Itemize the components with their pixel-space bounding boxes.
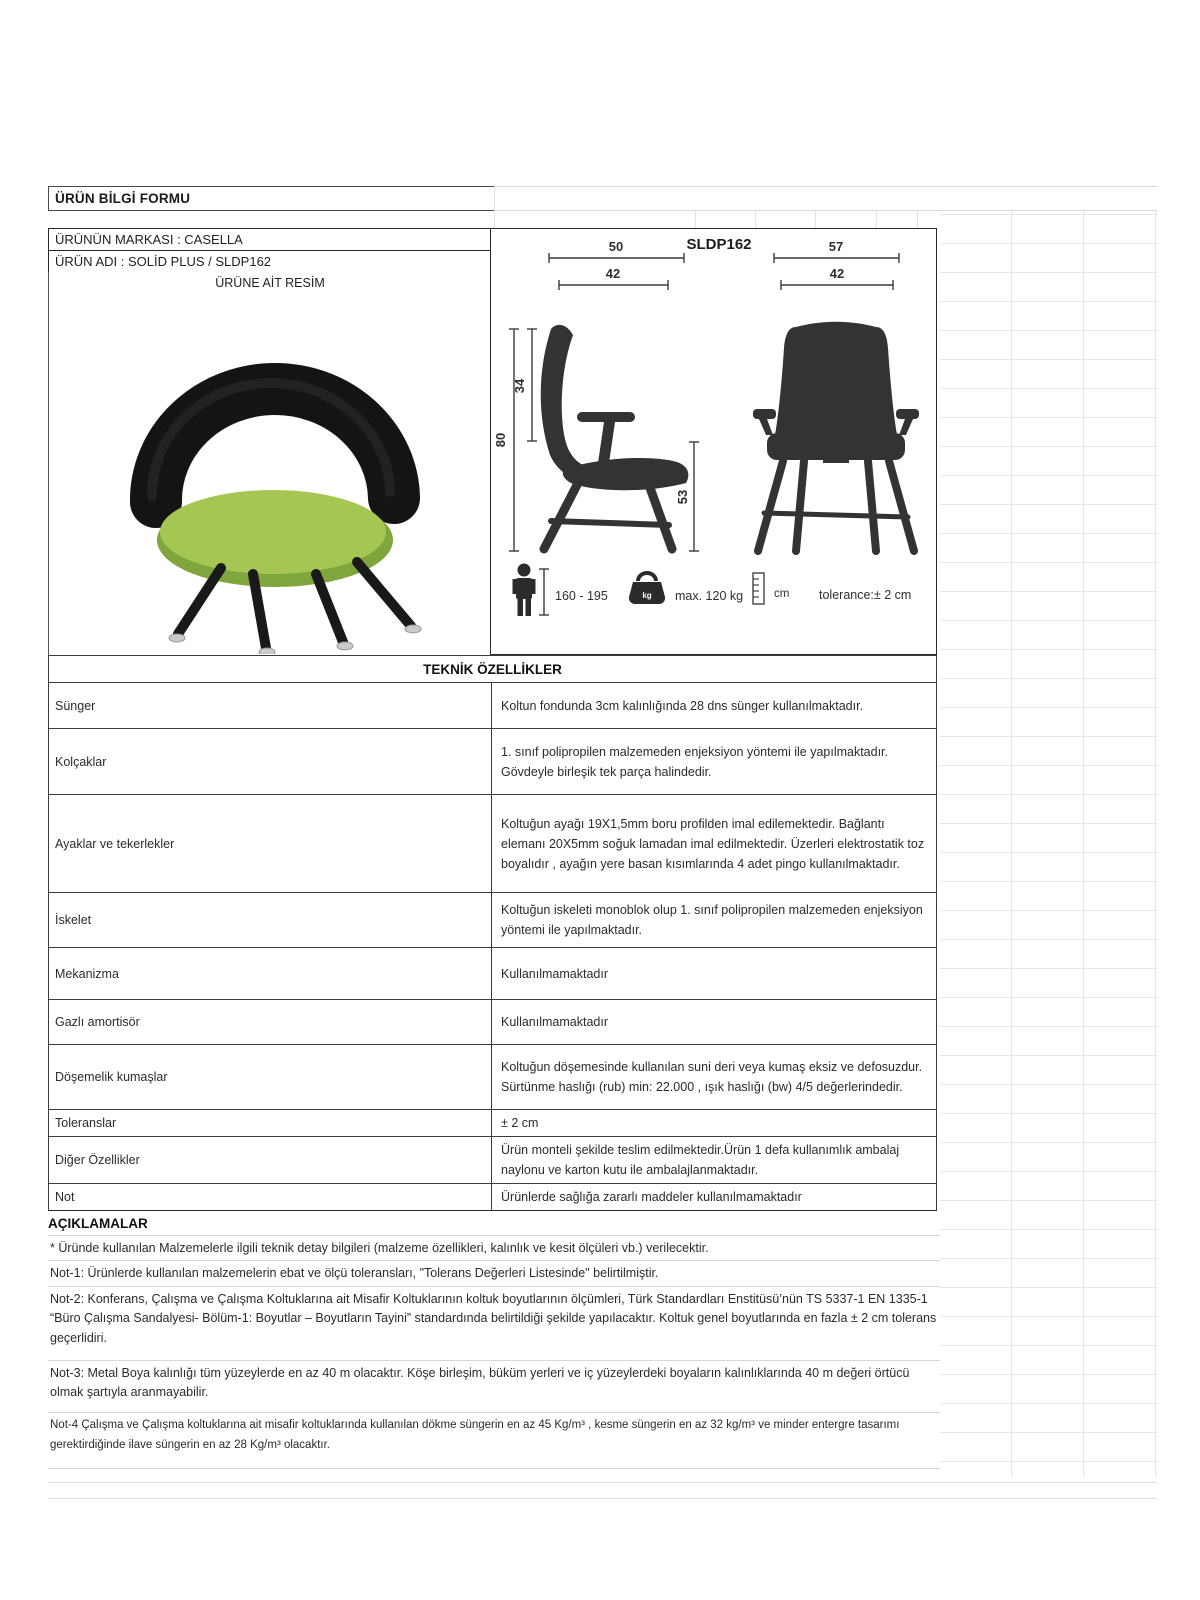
- chair-glide: [169, 634, 185, 642]
- table-row: [49, 795, 936, 893]
- spec-label: Ayaklar ve tekerlekler: [49, 795, 492, 892]
- chair-leg: [316, 574, 343, 642]
- chair-photo: [101, 302, 461, 654]
- table-row: [49, 1000, 936, 1045]
- chair-leg: [357, 562, 411, 626]
- title-row-extension: [494, 186, 1158, 211]
- spec-value: Koltuğun iskeleti monoblok olup 1. sınıf polipropilen malzemeden enjeksiyon yöntemi ile yapılmaktadır.: [501, 903, 923, 937]
- note-item: * Üründe kullanılan Malzemelerle ilgili teknik detay bilgileri (malzeme özellikleri, kalınlık ve kesit ölçüleri vb.) verilecektir.: [48, 1236, 940, 1261]
- form-title: ÜRÜN BİLGİ FORMU: [48, 186, 494, 211]
- spec-label: Kolçaklar: [49, 729, 492, 794]
- table-row: [49, 1184, 936, 1210]
- table-row: [49, 948, 936, 1000]
- note-item: Not-4 Çalışma ve Çalışma koltuklarına ait misafir koltuklarında kullanılan dökme süngerin en az 45 Kg/m³ , kesme süngerin en az 32 kg/m³ ve minder entergre tasarımı gerektirdiğinde ilave süngerin en az 28 Kg/m³ olacaktır.: [48, 1413, 940, 1469]
- person-height-range: 160 - 195: [555, 589, 608, 603]
- spec-label: Toleranslar: [49, 1110, 492, 1136]
- spec-value: ± 2 cm: [501, 1116, 539, 1130]
- front-view-chair: [753, 322, 919, 463]
- chair-glide: [405, 625, 421, 633]
- usage-icons: [513, 564, 912, 617]
- spreadsheet-grid: [940, 186, 1158, 1476]
- spec-label: Döşemelik kumaşlar: [49, 1045, 492, 1109]
- side-view-chair: [541, 325, 689, 490]
- max-weight: max. 120 kg: [675, 589, 744, 603]
- image-caption: ÜRÜNE AİT RESİM: [48, 272, 491, 294]
- specs-table: [48, 683, 937, 1212]
- spec-value: Koltuğun ayağı 19X1,5mm boru profilden imal edilemektedir. Bağlantı elemanı 20X5mm soğuk lamadan imal edilmektedir. Üzerleri elektrostatik toz boyalıdır , ayağın yere basan kısımlarında 4 adet pingo kullanılmaktadır.: [501, 816, 925, 871]
- spec-value: Kullanılmamaktadır: [501, 1015, 608, 1029]
- side-view-legs: [544, 485, 672, 549]
- dim-side-outer-width: 50: [608, 239, 624, 254]
- notes-header: AÇIKLAMALAR: [48, 1211, 940, 1236]
- specs-header: TEKNİK ÖZELLİKLER: [48, 655, 937, 683]
- chair-leg: [178, 568, 221, 634]
- technical-drawing-box: [490, 228, 937, 655]
- spec-label: Diğer Özellikler: [49, 1137, 492, 1183]
- note-item: Not-3: Metal Boya kalınlığı tüm yüzeylerde en az 40 m olacaktır. Köşe birleşim, büküm yerleri ve iç yüzeylerdeki boyaların kalınlıklarında 40 m değeri örtücü olmak şartıyla aranmayabilir.: [48, 1361, 940, 1413]
- spec-value: Kullanılmamaktadır: [501, 966, 608, 981]
- dim-total-height: 80: [493, 432, 508, 448]
- table-row: [49, 683, 936, 729]
- product-name-row: ÜRÜN ADI : SOLİD PLUS / SLDP162: [48, 250, 491, 273]
- tolerance-note: tolerance:± 2 cm: [819, 588, 912, 602]
- model-code: SLDP162: [686, 236, 752, 253]
- technical-drawing: [491, 229, 938, 656]
- weight-kg-label: kg: [642, 591, 652, 600]
- spec-label: Mekanizma: [49, 948, 492, 999]
- dim-front-inner-width: 42: [829, 266, 845, 281]
- spec-value: Koltun fondunda 3cm kalınlığında 28 dns sünger kullanılmaktadır.: [501, 698, 864, 713]
- table-row: [49, 1045, 936, 1110]
- product-photo-cell: [48, 294, 491, 655]
- spec-value: Ürün monteli şekilde teslim edilmektedir.Ürün 1 defa kullanımlık ambalaj naylonu ve karton kutu ile ambalajlanmaktadır.: [501, 1143, 900, 1177]
- note-item: Not-2: Konferans, Çalışma ve Çalışma Koltuklarına ait Misafir Koltuklarının koltuk boyutlarının ölçümleri, Türk Standardları Enstitüsü’nün TS 5337-1 EN 1335-1 “Büro Çalışma Sandalyesi- Bölüm-1: Boyutlar – Boyutların Tayini” standardında belirtildiği şekilde yapılacaktır. Koltuk genel boyutlarında en fazla ± 2 cm tolerans geçerlidiri.: [48, 1287, 940, 1361]
- dim-seat-height: 53: [675, 489, 690, 505]
- dim-front-outer-width: 57: [828, 239, 844, 254]
- ruler-unit: cm: [774, 588, 790, 600]
- spec-value: 1. sınıf polipropilen malzemeden enjeksiyon yöntemi ile yapılmaktadır. Gövdeyle birleşik tek parça halindedir.: [501, 744, 889, 779]
- table-row: [49, 1137, 936, 1184]
- dim-side-inner-width: 42: [605, 266, 621, 281]
- ruler-icon: [753, 573, 764, 604]
- spec-label: Gazlı amortisör: [49, 1000, 492, 1044]
- table-row: [49, 729, 936, 795]
- chair-glide: [337, 642, 353, 650]
- grid-line: [48, 1482, 1157, 1483]
- table-row: [49, 1110, 936, 1137]
- dim-back-height: 34: [512, 378, 527, 394]
- grid-line: [48, 1498, 1157, 1499]
- weight-icon: [629, 573, 665, 604]
- grid-line: [494, 211, 495, 228]
- spec-value: Ürünlerde sağlığa zararlı maddeler kullanılmamaktadır: [501, 1190, 802, 1204]
- spec-label: Sünger: [49, 683, 492, 728]
- spec-label: Not: [49, 1184, 492, 1210]
- note-item: Not-1: Ürünlerde kullanılan malzemelerin ebat ve ölçü toleransları, "Tolerans Değerleri Listesinde" belirtilmiştir.: [48, 1261, 940, 1287]
- spec-value: Koltuğun döşemesinde kullanılan suni deri veya kumaş eksiz ve defosuzdur. Sürtünme haslığı (rub) min: 22.000 , ışık haslığı (bw) 4/5 değerlerindedir.: [501, 1060, 923, 1094]
- brand-row: ÜRÜNÜN MARKASI : CASELLA: [48, 228, 491, 251]
- front-view-legs: [758, 461, 914, 551]
- spec-label: İskelet: [49, 893, 492, 947]
- person-icon: [513, 564, 536, 617]
- chair-glide: [259, 648, 275, 654]
- table-row: [49, 893, 936, 948]
